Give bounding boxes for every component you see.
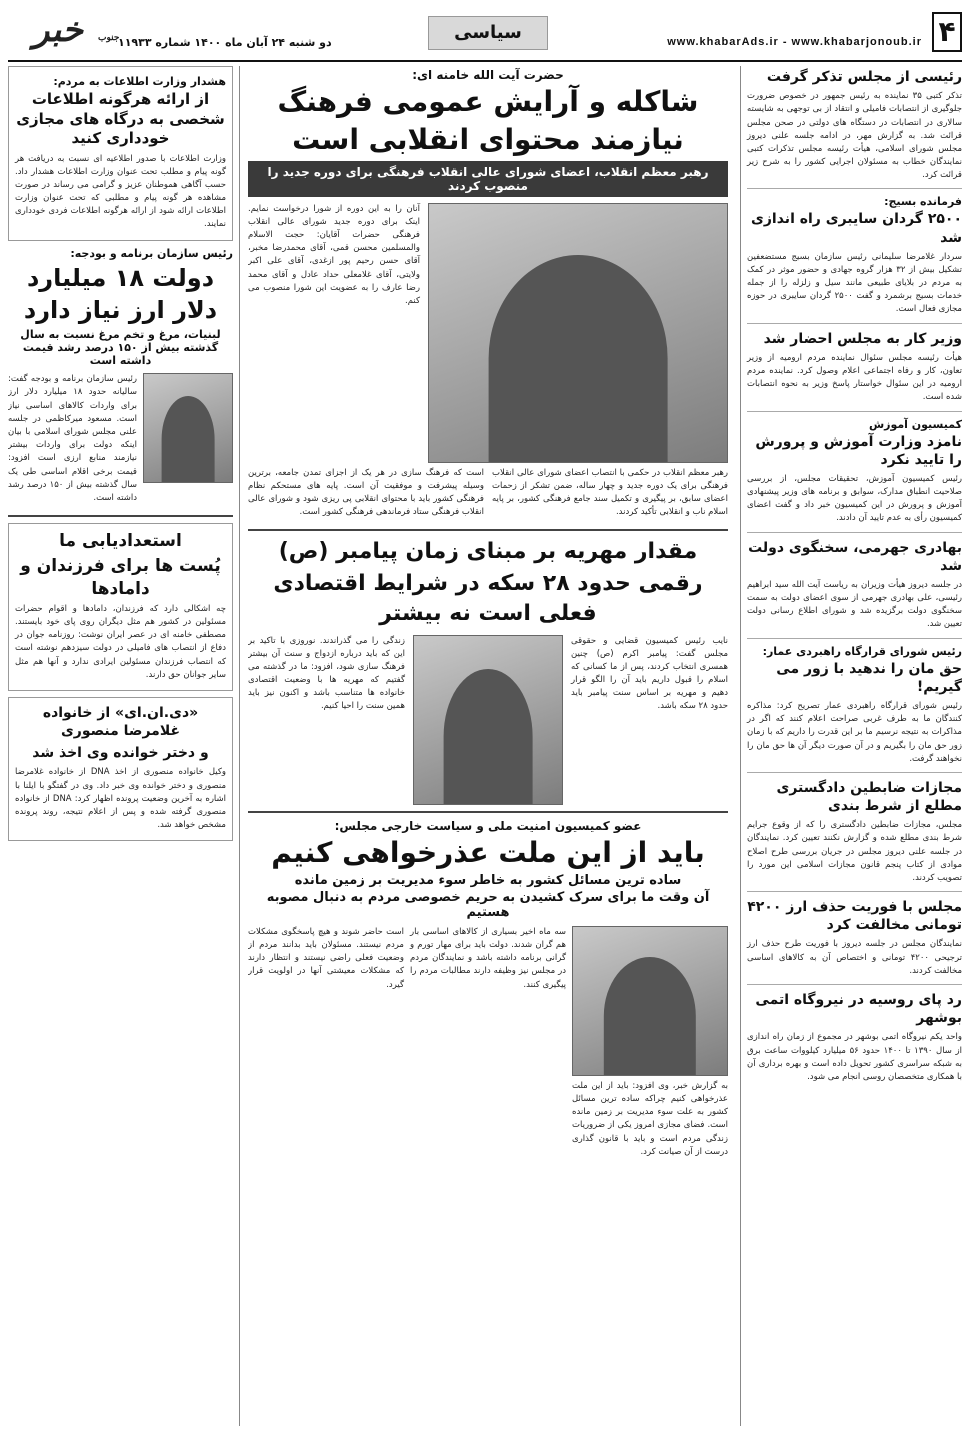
article-title: رئیسی از مجلس تذکر گرفت xyxy=(766,69,962,85)
right-column xyxy=(740,66,962,1426)
article-title: «دی.ان.ای» از خانواده غلامرضا منصوری xyxy=(42,704,199,740)
article-box xyxy=(8,697,233,841)
article-body: نمایندگان مجلس در جلسه دیروز با فوریت طرح حذف ارز ترجیحی ۴۲۰۰ تومانی و اختصاص آن به کالاهای اساسی مخالفت کردند. xyxy=(747,939,962,976)
divider xyxy=(747,188,962,189)
divider xyxy=(747,532,962,533)
article-body: است حاضر شوند و هیچ پاسخگوی مشکلات مردم نیستند. مسئولان باید بدانند مردم از وضعیت فعلی راضی نیستند و انتظار دارند که مشکلات معیشتی آنها در اولویت قرار گیرد. xyxy=(248,926,404,990)
article-body: آنان را به این دوره از شورا درخواست نمایم. اینک برای دوره جدید شورای عالی انقلاب فرهنگی حضرات آقایان: حجت الاسلام والمسلمین محسن قمی، آقای محمدرضا مخبر، آقای حسن رحیم پور ازغدی، آقای علی اکبر ولایتی، آقای غلامعلی حداد عادل و آقای محمد رضا عارف را به عضویت این شورا منصوب می کنم. xyxy=(248,203,420,306)
article-title: وزیر کار به مجلس احضار شد xyxy=(763,330,962,347)
divider xyxy=(248,811,728,813)
divider xyxy=(248,529,728,531)
lead-kicker: حضرت آیت الله خامنه ای: xyxy=(412,68,564,82)
article-title: حق مان را ندهید با زور می گیریم! xyxy=(776,660,962,695)
article-title: نامزد وزارت آموزش و پرورش را تایید نکرد xyxy=(755,433,962,468)
article-subtitle-line-2: آن وقت ما برای سرک کشیدن به حریم خصوصی مردم به دنبال مصوبه هستیم xyxy=(266,889,710,920)
article-title: رد پای روسیه در نیروگاه اتمی بوشهر xyxy=(755,991,962,1027)
divider xyxy=(747,984,962,985)
article-body: رهبر معظم انقلاب در حکمی با انتصاب اعضای شورای عالی انقلاب فرهنگی برای یک دوره جدید و چهار ساله، ضمن تشکر از زحمات اعضای سابق، بر پیگیری و تکمیل سند جامع فرهنگی کشور، بر پایه اسلام ناب و انقلابی تأکید کردند. xyxy=(492,467,728,518)
article-body: تذکر کتبی ۳۵ نماینده به رئیس جمهور در خصوص ضرورت جلوگیری از انتصابات فامیلی و انتقاد از بی توجهی به شایسته سالاری در انتصابات در دستگاه های دولتی در صحن مجلس قرائت شد. به گزارش مهر، در ادامه جلسه علنی دیروز مجلس شورای اسلامی، هیأت رئیسه مجلس تذکرات کتبی نمایندگان خطاب به مسئولان اجرایی کشور را به شرح زیر قرائت کرد. xyxy=(747,91,962,181)
newspaper-logo xyxy=(8,8,120,54)
divider xyxy=(747,638,962,639)
lead-body-row xyxy=(248,203,728,463)
divider xyxy=(8,515,233,517)
article-kicker: فرمانده بسیج: xyxy=(884,195,962,209)
article-kicker: هشدار وزارت اطلاعات به مردم: xyxy=(53,75,226,88)
article-title: باید از این ملت عذرخواهی کنیم xyxy=(271,835,705,869)
article-subtitle: لبنیات، مرغ و تخم مرغ نسبت به سال گذشته بیش از ۱۵۰ درصد رشد قیمت داشته است xyxy=(20,328,221,368)
article-body: چه اشکالی دارد که فرزندان، دامادها و اقوام حضرات مسئولین در کشور هم مثل دیگران روی پای خود بایستند. مصطفی خامنه ای در عصر ایران نوشت: روزنامه جوان در دفاع از انتصاب های فامیلی در دولت سیزدهم نوشته است که انتصاب فرزندان مسئولین ایرادی ندارد و آنها هم مثل سایر جوانان حق دارند. xyxy=(15,603,226,680)
website-url[interactable]: www.khabarAds.ir - www.khabarjonoub.ir xyxy=(667,36,922,48)
article-kicker: عضو کمیسیون امنیت ملی و سیاست خارجی مجلس: xyxy=(334,818,642,833)
lead-body-columns xyxy=(248,467,728,524)
apology-body-columns xyxy=(248,926,728,1163)
section-tab: سیاسی xyxy=(428,16,548,50)
portrait-photo xyxy=(572,926,728,1076)
article-title: مجلس با فوریت حذف ارز ۴۲۰۰ تومانی مخالفت کرد xyxy=(747,899,962,934)
article-body: هیأت رئیسه مجلس سئوال نماینده مردم ارومیه از وزیر تعاون، کار و رفاه اجتماعی اعلام وصول کرد. نماینده مردم ارومیه در این سئوال خواستار پاسخ وزیر به نحوه انتصابات شده است. xyxy=(747,352,962,403)
article-kicker: رئیس سازمان برنامه و بودجه: xyxy=(70,246,233,260)
article-title: از ارائه هرگونه اطلاعات شخصی به درگاه های مجازی خودداری کنید xyxy=(16,90,225,147)
divider xyxy=(747,411,962,412)
article-body: زندگی را می گذراندند. نوروزی با تاکید بر این که باید درباره ازدواج و سنت آن بیشتر فرهنگ سازی شود، افزود: ما در گذشته می گفتیم که مهریه ها با وضعیت اقتصادی خانواده ها متناسب باشد و اکنون نیز باید همین سنت را احیا کنیم. xyxy=(248,635,405,712)
header-rule xyxy=(8,60,962,62)
portrait-photo xyxy=(143,373,233,483)
page-header xyxy=(8,8,962,58)
article-title-line-2: پُست ها برای فرزندان و دامادها xyxy=(20,555,221,599)
article-title: بهادری جهرمی، سخنگوی دولت شد xyxy=(748,539,962,574)
article-body: سردار غلامرضا سلیمانی رئیس سازمان بسیج مستضعفین تشکیل بیش از ۳۲ هزار گروه جهادی و حضور موثر در کمک به مردم در بلایای طبیعی مانند سیل و زلزله را از جمله خدمات بسیج برشمرد و گفت ۲۵۰۰ گردان سایبری در حوزه مجازی فعال است. xyxy=(747,251,962,315)
page-number: ۴ xyxy=(932,12,962,52)
article-box xyxy=(8,66,233,241)
article-body: است که فرهنگ سازی در هر یک از اجزای تمدن جامعه، برترین وسیله پیشرفت و موفقیت آن است. پایه های مستحکم نظام فرهنگی کشور باید با محتوای انقلابی پی ریزی شود و شورای عالی انقلاب فرهنگی ستاد فرماندهی فرهنگی کشور است. xyxy=(248,467,484,518)
left-column xyxy=(8,66,240,1426)
article-body: رئیس شورای قرارگاه راهبردی عمار تصریح کرد: مذاکره کنندگان ما به طرف غربی صراحت اعلام کنند که اگر در مذاکرات به نتیجه نرسیم ما بر این قدرت را داریم که با زمان زور حق مان را بگیریم و در آن صورت دیگر آن ها حق مان را نخواهند گرفت. xyxy=(747,701,962,764)
article-body: وزارت اطلاعات با صدور اطلاعیه ای نسبت به دریافت هر گونه پیام و مطلب تحت عنوان وزارت اطلاعات هشدار داد. حسب آگاهی هموطنان عزیز و گرامی می رساند در صورت مشاهده هر گونه پیام و مطلبی که تحت عنوان وزارت اطلاعات ارائه شود از ارائه هرگونه اطلاعات فردی خودداری نمایند. xyxy=(15,153,226,230)
article-body: در جلسه دیروز هیأت وزیران به ریاست آیت الله سید ابراهیم رئیسی، علی بهادری جهرمی از سوی اعضای دولت به سمت سخنگوی دولت برگزیده شد و شورای اطلاع رسانی دولت تعیین شد. xyxy=(747,579,962,630)
lead-subtitle-bar: رهبر معظم انقلاب، اعضای شورای عالی انقلاب فرهنگی برای دوره جدید را منصوب کردند xyxy=(248,161,728,197)
issue-date: دو شنبه ۲۴ آبان ماه ۱۴۰۰ شماره ۱۱۹۳۳ xyxy=(118,36,332,49)
portrait-photo xyxy=(413,635,563,805)
article-box xyxy=(8,523,233,691)
article-body: واحد یکم نیروگاه اتمی بوشهر در مجموع از زمان راه اندازی از سال ۱۳۹۰ تا ۱۴۰۰ حدود ۵۶ میلیارد کیلووات ساعت برق به شبکه سراسری کشور تحویل داده است و بهره برداری آن با همکاری متخصصان روسی انجام می شود. xyxy=(747,1032,962,1082)
article-title: استعدادیابی ما xyxy=(59,531,182,552)
article-body: وکیل خانواده منصوری از اخذ DNA از خانواده غلامرضا منصوری و دختر خوانده وی خبر داد. وی در گفتگو با ایلنا با اشاره به آخرین وضعیت پرونده اظهار کرد: DNA از خانواده منصوری گرفته شده و پس از اعلام نتیجه، روند پرونده مشخص خواهد شد. xyxy=(15,767,227,831)
article-body: نایب رئیس کمیسیون قضایی و حقوقی مجلس گفت: پیامبر اکرم (ص) چنین همسری انتخاب کردند، پس از ما کسانی که اسلام را قبول داریم باید آن را الگو قرار دهیم و مهریه بر اساس سنت پیامبر باید حدود ۲۸ سکه باشد. xyxy=(571,635,728,712)
divider xyxy=(747,772,962,773)
article-title: مقدار مهریه بر مبنای زمان پیامبر (ص) xyxy=(278,539,698,565)
article-body: سه ماه اخیر بسیاری از کالاهای اساسی بار هم گران شدند. دولت باید برای مهار تورم و گرانی برنامه داشته باشد و نمایندگان مردم در مجلس نیز وظیفه دارند مطالبات مردم را پیگیری کنند. xyxy=(410,926,566,990)
article-kicker: رئیس شورای قرارگاه راهبردی عمار: xyxy=(762,644,962,658)
article-body: به گزارش خبر، وی افزود: باید از این ملت عذرخواهی کنیم چراکه ساده ترین مسائل کشور به علت سوء مدیریت بر زمین مانده است. فضای مجازی امروز یکی از ضروریات زندگی مردم است و باید با قانون گذاری درست از آن صیانت کرد. xyxy=(572,1080,728,1157)
article-body: رئیس سازمان برنامه و بودجه گفت: سالیانه حدود ۱۸ میلیارد دلار ارز برای واردات کالاهای اساسی نیاز است. مسعود میرکاظمی در جلسه علنی مجلس شورای اسلامی با بیان اینکه دولت برای واردات بیشتر نیازمند منابع ارزی است افزود: قیمت برخی اقلام اساسی طی یک سال گذشته بیش از ۱۵۰ درصد رشد داشته است. xyxy=(8,374,137,503)
article-title-line-2: و دختر خوانده وی اخذ شد xyxy=(32,745,209,762)
divider xyxy=(747,891,962,892)
lead-title: شاکله و آرایش عمومی فرهنگ xyxy=(277,85,699,118)
article-body: مجلس، مجازات ضابطین دادگستری را که از وقوع جرایم شرط بندی مطلع شده و گزارش نکنند تعیین کرد. نمایندگان در جلسه علنی دیروز مجلس در جریان بررسی طرح اصلاح موادی از کتاب پنجم قانون مجازات اسلامی این مورد را تصویب کردند. xyxy=(747,820,962,883)
article-title: ۲۵۰۰ گردان سایبری راه اندازی شد xyxy=(751,211,962,246)
person-figure xyxy=(489,255,668,461)
article-kicker: کمیسیون آموزش xyxy=(868,417,962,431)
article-title-line-2: رقمی حدود ۲۸ سکه در شرایط اقتصادی فعلی است نه بیشتر xyxy=(273,571,703,626)
person-figure xyxy=(162,396,215,482)
article-with-photo xyxy=(8,373,233,509)
person-figure xyxy=(604,957,696,1075)
person-figure xyxy=(444,669,533,803)
article-body: رئیس کمیسیون آموزش، تحقیقات مجلس، از بررسی صلاحیت انطباق مدارک، سوابق و برنامه های وزیر پیشنهادی آموزش و پرورش در این کمیسیون خبر داد و گفت اعضای کمیسیون رأی به عدم تایید آن دادند. xyxy=(747,473,962,524)
lead-title-line-2: نیازمند محتوای انقلابی است xyxy=(292,123,684,157)
middle-column xyxy=(248,66,728,1426)
divider xyxy=(747,323,962,324)
article-title: مجازات ضابطین دادگستری مطلع از شرط بندی xyxy=(776,779,962,815)
mahr-body-row xyxy=(248,635,728,805)
logo-text: خبر xyxy=(32,10,84,50)
leader-photo xyxy=(428,203,728,463)
logo-sub: جنوب xyxy=(98,33,120,43)
article-title: دولت ۱۸ میلیارد دلار ارز نیاز دارد xyxy=(23,263,218,324)
article-subtitle: ساده ترین مسائل کشور به خاطر سوء مدیریت بر زمین مانده xyxy=(294,872,682,888)
